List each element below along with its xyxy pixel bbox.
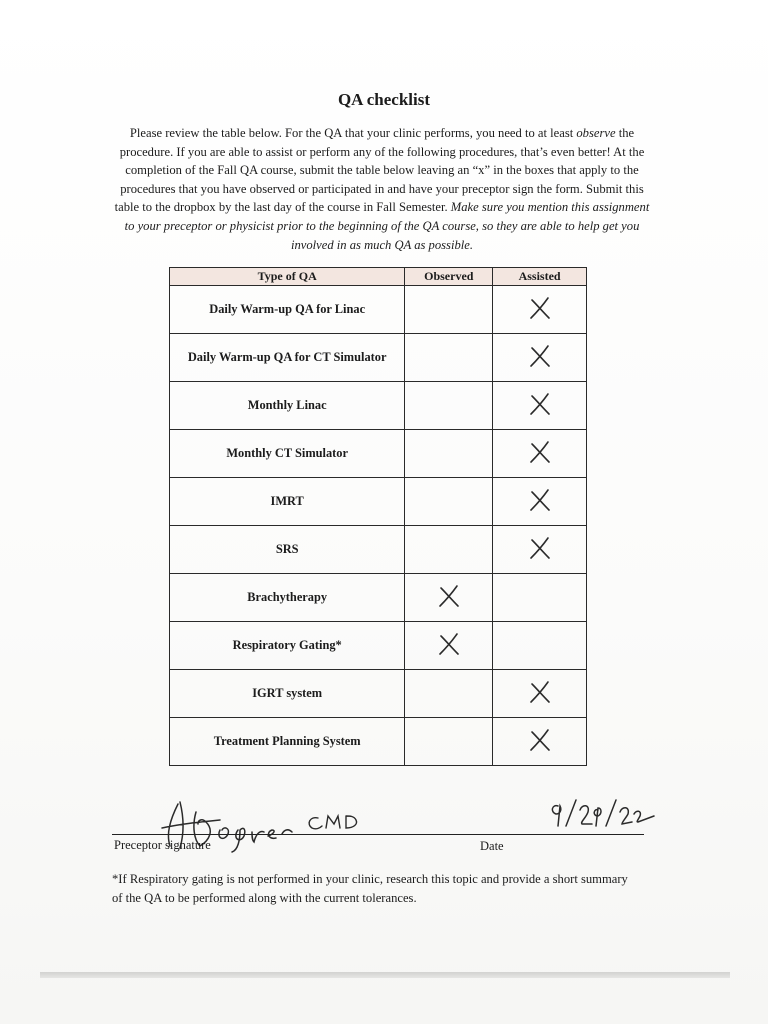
assisted-cell — [493, 670, 587, 718]
signature-line — [112, 834, 644, 835]
table-row — [170, 718, 587, 766]
table-row — [170, 334, 587, 382]
header-observed: Observed — [405, 268, 493, 286]
assisted-cell — [493, 334, 587, 382]
x-mark-icon — [434, 581, 464, 611]
table-header-row — [170, 268, 587, 286]
intro-emphasis-note: Make sure you mention this assignment to your preceptor or physicist prior to the beginning of the QA course, so they are able to help get you involved in as much QA as possible. — [124, 200, 650, 252]
qa-type-cell: Brachytherapy — [170, 574, 405, 622]
table-row — [170, 286, 587, 334]
qa-type-cell: Monthly Linac — [170, 382, 405, 430]
observed-cell — [405, 670, 493, 718]
assisted-cell — [493, 286, 587, 334]
observed-cell — [405, 574, 493, 622]
qa-type-cell: Daily Warm-up QA for CT Simulator — [170, 334, 405, 382]
qa-type-cell: SRS — [170, 526, 405, 574]
table-row — [170, 670, 587, 718]
observed-cell — [405, 622, 493, 670]
signature-section — [112, 790, 652, 860]
table-row — [170, 526, 587, 574]
qa-type-cell: Monthly CT Simulator — [170, 430, 405, 478]
qa-checklist-table — [169, 267, 587, 766]
qa-type-cell: Treatment Planning System — [170, 718, 405, 766]
x-mark-icon — [525, 485, 555, 515]
x-mark-icon — [525, 677, 555, 707]
header-type-of-qa: Type of QA — [170, 268, 405, 286]
date-label: Date — [480, 839, 504, 853]
footnote: *If Respiratory gating is not performed in your clinic, research this topic and provide a short summary of the QA to be performed along with the current tolerances. — [112, 872, 628, 905]
assisted-cell — [493, 622, 587, 670]
x-mark-icon — [525, 533, 555, 563]
observed-cell — [405, 718, 493, 766]
preceptor-signature-label: Preceptor signature — [114, 838, 211, 852]
instructions-paragraph — [112, 124, 652, 254]
table-row — [170, 430, 587, 478]
x-mark-icon — [525, 437, 555, 467]
table-row — [170, 622, 587, 670]
assisted-cell — [493, 526, 587, 574]
x-mark-icon — [525, 341, 555, 371]
qa-type-cell: IMRT — [170, 478, 405, 526]
x-mark-icon — [525, 293, 555, 323]
x-mark-icon — [434, 629, 464, 659]
assisted-cell — [493, 574, 587, 622]
x-mark-icon — [525, 725, 555, 755]
intro-text-1: Please review the table below. For the QA that your clinic performs, you need to at least — [129, 126, 577, 140]
table-row — [170, 382, 587, 430]
observed-cell — [405, 478, 493, 526]
assisted-cell — [493, 430, 587, 478]
observed-cell — [405, 430, 493, 478]
header-assisted: Assisted — [493, 268, 587, 286]
qa-type-cell: Daily Warm-up QA for Linac — [170, 286, 405, 334]
table-row — [170, 478, 587, 526]
assisted-cell — [493, 478, 587, 526]
table-body — [170, 286, 587, 766]
assisted-cell — [493, 382, 587, 430]
assisted-cell — [493, 718, 587, 766]
observed-cell — [405, 526, 493, 574]
qa-type-cell: IGRT system — [170, 670, 405, 718]
intro-emphasis-observe: observe — [576, 126, 616, 140]
page-title: QA checklist — [337, 90, 431, 109]
page-bottom-edge — [40, 972, 730, 978]
x-mark-icon — [525, 389, 555, 419]
table-row — [170, 574, 587, 622]
observed-cell — [405, 382, 493, 430]
handwritten-date — [542, 792, 662, 832]
observed-cell — [405, 334, 493, 382]
qa-type-cell: Respiratory Gating* — [170, 622, 405, 670]
observed-cell — [405, 286, 493, 334]
intro-text-2: the procedure. If you are able to assist or perform any of the following procedures, that’s even better! At the completion of the Fall QA course, submit the table below leaving an “x” in the boxes that apply to the procedures that you have observed or participated in and have your preceptor sign the form. Submit this table to the dropbox by the last day of the course in Fall Semester. — [114, 126, 645, 215]
